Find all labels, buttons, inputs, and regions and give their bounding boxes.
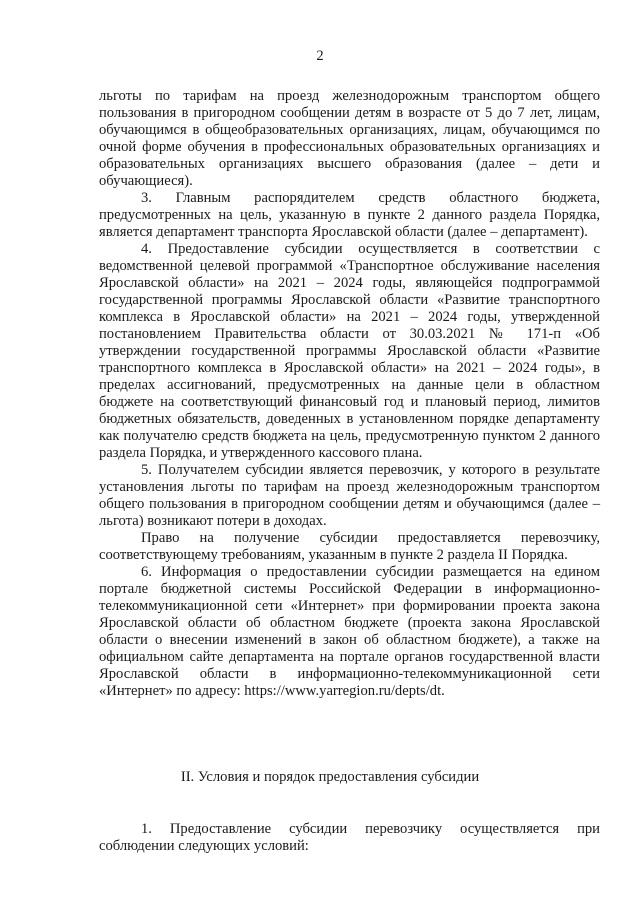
body-text [99,88,600,700]
paragraph-item-4: 4. Предоставление субсидии осуществляется в соответствии с ведомственной целевой программой «Транспортное обслуживание населения Ярославской области» на 2021 – 2024 годы, являющейся подпрограммой государственной программы Ярославской области «Развитие транспортного комплекса в Ярославской области» на 2021 – 2024 годы, утвержденной постановлением Правительства области от 30.03.2021 № 171-п «Об утверждении государственной программы Ярославской области «Развитие транспортного комплекса в Ярославской области» на 2021 – 2024 годы», в пределах ассигнований, предусмотренных на данные цели в областном бюджете на соответствующий финансовый год и плановый период, лимитов бюджетных обязательств, доведенных в установленном порядке департаменту как получателю средств бюджета на цель, предусмотренную пунктом 2 данного раздела Порядка, и утвержденного кассового плана. [99,241,600,461]
section-2-text [99,821,600,855]
paragraph-continuation: льготы по тарифам на проезд железнодорожным транспортом общего пользования в пригородном сообщении детям в возрасте от 5 до 7 лет, лицам, обучающимся в общеобразовательных организациях, лицам, обучающимся по очной форме обучения в профессиональных образовательных организациях и образовательных организациях высшего образования (далее – дети и обучающиеся). [99,88,600,189]
paragraph-right-to-subsidy: Право на получение субсидии предоставляется перевозчику, соответствующему требованиям, указанным в пункте 2 раздела II Порядка. [99,530,600,563]
section-heading: II. Условия и порядок предоставления субсидии [180,769,480,785]
paragraph-item-3: 3. Главным распорядителем средств областного бюджета, предусмотренных на цель, указанную в пункте 2 данного раздела Порядка, является департамент транспорта Ярославской области (далее – департамент). [99,190,600,240]
paragraph-item-6: 6. Информация о предоставлении субсидии размещается на едином портале бюджетной системы Российской Федерации в информационно-телекоммуникационной сети «Интернет» при формировании проекта закона Ярославской области об областном бюджете (проекта закона Ярославской области о внесении изменений в закон об областном бюджете), а также на официальном сайте департамента на портале органов государственной власти Ярославской области в информационно-телекоммуникационной сети «Интернет» по адресу: https://www.yarregion.ru/depts/dt. [99,564,600,699]
section-2-paragraph-1: 1. Предоставление субсидии перевозчику осуществляется при соблюдении следующих условий: [99,821,600,854]
paragraph-item-5: 5. Получателем субсидии является перевозчик, у которого в результате установления льготы по тарифам на проезд железнодорожным транспортом общего пользования в пригородном сообщении детям и обучающимся (далее – льгота) возникают потери в доходах. [99,462,600,529]
page-number: 2 [316,48,324,64]
